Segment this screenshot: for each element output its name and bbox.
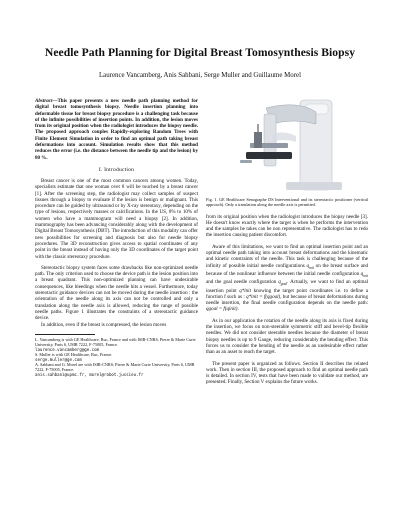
- left-column: [35, 98, 198, 377]
- equation-2: qgoal = f(qinit): [206, 306, 238, 313]
- abstract: [35, 98, 198, 161]
- equation-1: q*init = f(qgoal): [246, 293, 281, 300]
- right-column: [206, 94, 368, 386]
- footnote-1-email[interactable]: laurence.vancamberg@ge.com: [35, 346, 100, 352]
- right-paragraph-3: As in our application the rotation of the needle along its axis is fixed during the insertion, we focus on non-steerable symmetric stiff and bevel-tip flexible needles. We did not consider steerable needles because the diameter of breast biopsy needles is up to 9 Gauge, reducing considerably the bending effect. This forces us to consider the bending of the needle as an undesirable effect rather than as an asset to reach the target.: [206, 317, 368, 356]
- footnote-3: A. Sahbani and G. Morel are with ISIR-CNRS, Pierre & Marie Curie University, Paris 6, UMR 7222, F-75005, France. anis.sahbani@upmc.fr, morel@robot.jussieu.fr: [35, 361, 195, 377]
- figure-1-image: [206, 94, 368, 194]
- figure-1-caption: Fig. 1. GE Healthcare Senographe DS Interventional and its stereotactic positioner (vertical approach). Only a translation along the needle axis is permitted.: [206, 197, 368, 208]
- footnote-2-email[interactable]: serge.muller@ge.com: [35, 356, 82, 362]
- intro-paragraph-3: In addition, even if the breast is compressed, the lesion moves: [41, 321, 167, 328]
- paper-authors: Laurence Vancamberg, Anis Sahbani, Serge Muller and Guillaume Morel: [98, 72, 302, 79]
- section-heading-introduction: I. Introduction: [98, 166, 135, 173]
- footnote-2: S. Muller is with GE Healthcare, Buc, France. serge.muller@ge.com: [35, 351, 113, 362]
- right-paragraph-2: Aware of this limitations, we want to find an optimal insertion point and an optimal needle path taking into account breast deformations and the kinematic and kinetic constraints of the needle. This task is challenging because of the infinity of possible initial needle configurations $q_{init}$ on the breast surface and because of the nonlinear influence between the initial needle configuration $q_{init}$ and the goal needle configuration $q_{goal}$. Actually, we want to find an optimal insertion point q*init knowing the target point coordinates i.e. to define a function f such as : q*init = f(qgoal), but because of breast deformations during needle insertion, the final needle configuration depends on the needle path: qgoal = f(qinit).: [206, 243, 369, 313]
- q-star-init: q*init: [239, 287, 251, 294]
- paper-title: Needle Path Planning for Digital Breast Tomosynthesis Biopsy: [44, 46, 356, 59]
- footnote-3-email[interactable]: anis.sahbani@upmc.fr, morel@robot.jussieu.fr: [35, 371, 144, 377]
- footnote-1: L. Vancamberg is with GE Healthcare, Buc, France and with ISIR-CNRS, Pierre & Marie Curie University, Paris 6, UMR 7222, F-75005, France. laurence.vancamberg@ge.com: [35, 336, 196, 352]
- intro-paragraph-1: Breast cancer is one of the most common cancers among women. Today, specialists estimate that one woman over 8 will be touched by a breast cancer [1]. After the screening step, the radiologist may collect samples of suspect tissues through a biopsy to evaluate if the lesion is benign or malignant. This procedure can be guided by ultrasound or by X-ray stereotaxy, depending on the type of lesions, respectively masses or calcifications. In the US, 8% to 10% of women who have a mammogram will need a biopsy [2]. In addition, mammography has been advancing considerably along with the development of Digital Breast Tomosynthesis (DBT). The introduction of this modality can offer new possibilities for screening and diagnosis but also for needle biopsy procedures. The 3D reconstruction gives access to spatial coordinates of any point in the breast instead of having only the 3D coordinates of the target point with the classic stereotaxy procedure.: [35, 177, 198, 260]
- intro-paragraph-2: Stereotactic biopsy system faces some drawbacks like non-optimized needle path. The only criterion used to choose the device path is the lesion position into a breast quadrant. This non-optimized planning can have undesirable consequences, like bleedings when the needle hits a vessel. Furthermore, today stereotactic guidance devices can not be moved during the needle insertion : the orientation of the needle along its axis can not be controlled and only a translation along the needle axis is allowed, reducing the range of possible needle paths. Figure 1 illustrates the constraints of a stereotactic guidance device.: [35, 264, 198, 322]
- right-paragraph-1: from its original position when the radiologist introduces the biopsy needle [3]. He doesn't know exactly where the target is when he performs the intervention and the samples he takes can be non representative. The radiologist has to redo the insertion causing patient discomfort.: [206, 213, 368, 239]
- abstract-text: —This paper presents a new needle path planning method for digital breast tomosynthesis biopsy. Needle insertion planning into deformable tissue for breast biopsy procedure is a challenging task because of the infinite possibilities of insertion points. In addition, the lesion moves from its original position when the radiologist introduces the biopsy needle. The proposed approach couples Rapidly-exploring Random Trees with Finite Element Simulation in order to find an optimal path taking breast deformations into account. Simulation results show that this method reduces the error (i.e. the distance between the needle tip and the lesion) by 80 %.: [35, 98, 198, 161]
- mammography-device-icon: [206, 94, 368, 194]
- footnote-divider: [35, 334, 95, 335]
- abstract-label: Abstract: [35, 98, 53, 104]
- right-paragraph-4: The present paper is organized as follows. Section II describes the related work. Then in section III, the proposed approach to find an optimal needle path is detailed. In section IV, tests that have been made to validate our method, are presented. Finally, Section V explains the future works.: [206, 360, 368, 386]
